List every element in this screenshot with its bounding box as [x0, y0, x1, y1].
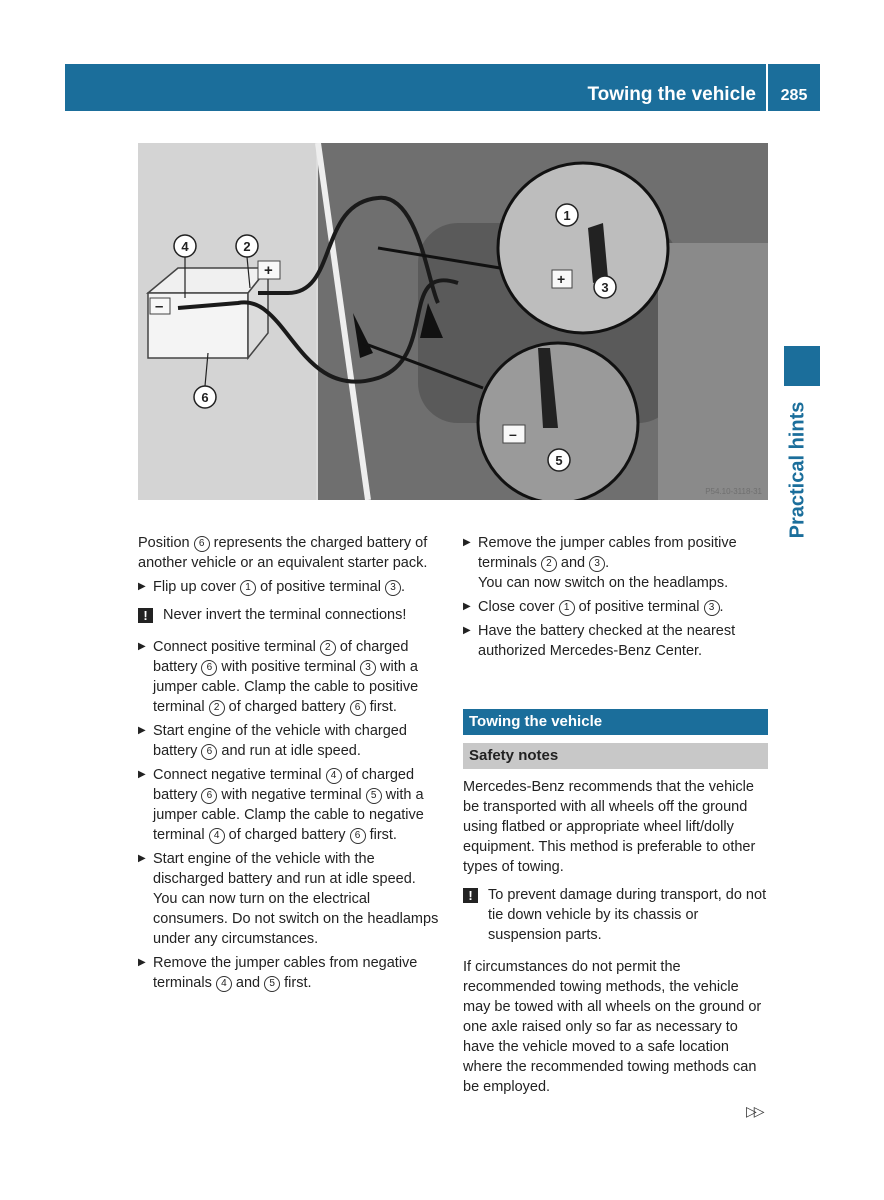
callout-4 [174, 235, 196, 257]
engine-side [658, 243, 768, 500]
step-start-charged-engine: ▶ Start engine of the vehicle with charged battery 6 and run at idle speed. [138, 723, 407, 759]
towing-paragraph: If circumstances do not permit the recommended towing methods, the vehicle may be towed with all wheels on the ground or one axle raised only so far as necessary to have the vehicle moved to a safe location where the recommended towing methods can be employed. [463, 959, 762, 1095]
callout-6 [194, 386, 216, 408]
bullet-arrow-icon: ▶ [138, 725, 146, 736]
callout-2-label: 2 [243, 239, 251, 254]
bullet-arrow-icon: ▶ [138, 957, 146, 968]
step-start-discharged-engine: ▶ Start engine of the vehicle with the discharged battery and run at idle speed. You can now turn on the electrical consumers. Do not switch on the headlamps under any circumstances. [138, 851, 439, 947]
intro-paragraph: Position 6 represents the charged battery of another vehicle or an equivalent starter pack. [138, 535, 428, 571]
inset-plus-sign: + [557, 271, 566, 287]
left-column [138, 533, 444, 997]
callout-1 [556, 204, 578, 226]
callout-6-label: 6 [201, 390, 209, 405]
battery-plus-sign: + [264, 262, 273, 279]
callout-1-label: 1 [563, 208, 571, 223]
step-note: You can now turn on the electrical consumers. Do not switch on the headlamps under any circumstances. [153, 891, 439, 947]
section-heading: Towing the vehicle [463, 709, 768, 735]
transport-warning: ! To prevent damage during transport, do not tie down vehicle by its chassis or suspension parts. [463, 885, 768, 945]
callout-3 [594, 276, 616, 298]
step-check-battery: ▶ Have the battery checked at the nearest authorized Mercedes-Benz Center. [463, 623, 736, 659]
step-connect-positive: ▶ Connect positive terminal 2 of charged battery 6 with positive terminal 3 with a jumper cable. Clamp the cable to positive terminal 2 of charged battery 6 first. [138, 639, 419, 715]
jump-start-illustration [138, 143, 768, 500]
callout-3-label: 3 [601, 280, 609, 295]
side-tab [784, 346, 820, 386]
page-title: Towing the vehicle [587, 84, 756, 105]
page-number: 285 [780, 87, 808, 104]
bottom-inset [478, 343, 638, 500]
bullet-arrow-icon: ▶ [463, 601, 471, 612]
step-remove-positive: ▶ Remove the jumper cables from positive terminals 2 and 3 . You can now switch on the headlamps. [463, 535, 737, 591]
battery-minus-sign: – [155, 298, 164, 315]
callout-5-label: 5 [555, 453, 563, 468]
bullet-arrow-icon: ▶ [138, 853, 146, 864]
jump-start-figure [138, 143, 768, 500]
warning-note: ! Never invert the terminal connections! [138, 605, 444, 625]
top-inset [498, 163, 668, 333]
page-number-box [768, 64, 820, 111]
callout-5 [548, 449, 570, 471]
step-connect-negative: ▶ Connect negative terminal 4 of charged battery 6 with negative terminal 5 with a jumper cable. Clamp the cable to negative terminal 4 of charged battery 6 first. [138, 767, 424, 843]
figure-code: P54.10-3118-31 [705, 487, 762, 496]
step-close-cover: ▶ Close cover 1 of positive terminal 3 . [463, 599, 724, 615]
step-remove-negative: ▶ Remove the jumper cables from negative terminals 4 and 5 first. [138, 955, 418, 991]
continue-arrows-icon: ▷▷ [746, 1103, 762, 1119]
warning-icon: ! [463, 888, 478, 903]
callout-2 [236, 235, 258, 257]
warning-icon: ! [138, 608, 153, 623]
subsection-heading: Safety notes [463, 743, 768, 769]
inset-minus-sign: – [509, 426, 517, 442]
step-note: You can now switch on the headlamps. [478, 575, 729, 591]
safety-paragraph: Mercedes-Benz recommends that the vehicle be transported with all wheels off the ground using flatbed or appropriate wheel lift/dolly equipment. This method is preferable to other types of towing. [463, 779, 756, 875]
callout-4-label: 4 [181, 239, 189, 254]
header-bar [65, 64, 766, 111]
bullet-arrow-icon: ▶ [463, 537, 471, 548]
bullet-arrow-icon: ▶ [138, 769, 146, 780]
bullet-arrow-icon: ▶ [463, 625, 471, 636]
side-tab-label: Practical hints [786, 401, 809, 539]
step-flip-cover: ▶ Flip up cover 1 of positive terminal 3 . [138, 579, 406, 595]
bullet-arrow-icon: ▶ [138, 581, 146, 592]
right-column [463, 533, 768, 1101]
bullet-arrow-icon: ▶ [138, 641, 146, 652]
